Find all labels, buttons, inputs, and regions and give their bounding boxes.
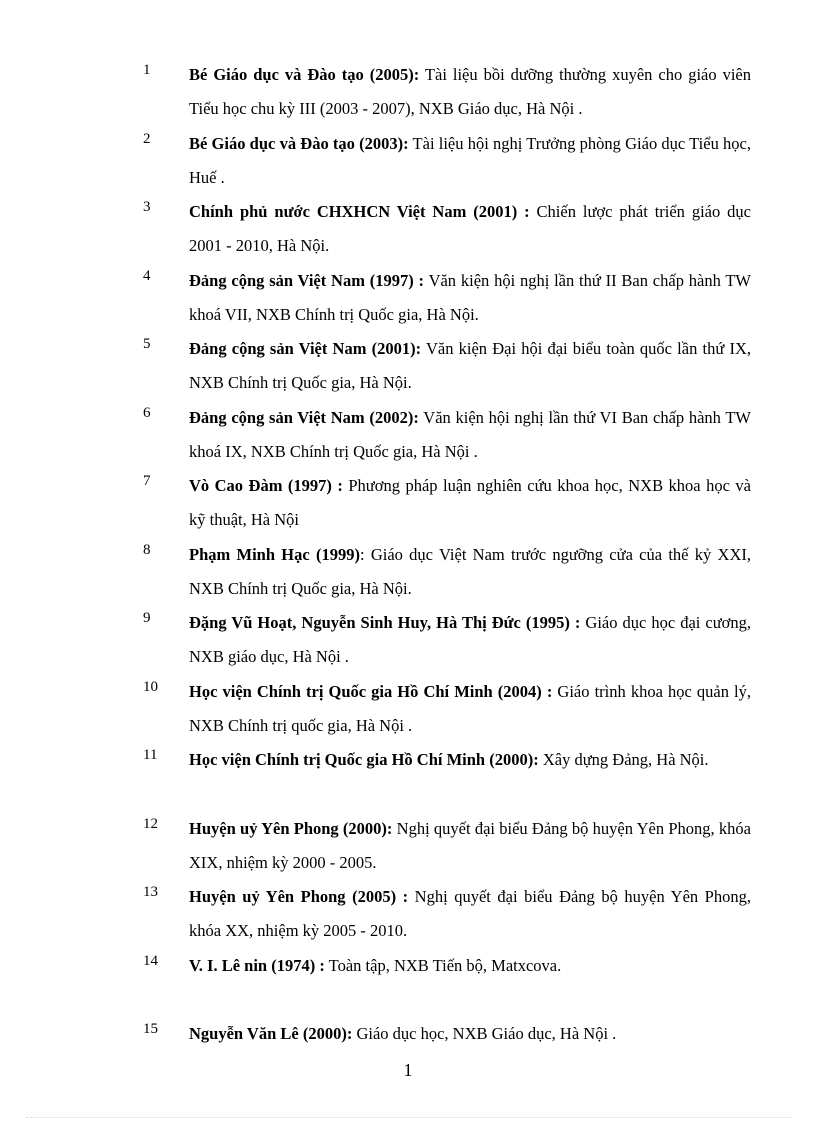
- reference-title: Văn kiện Đại hội đại biểu toàn quốc lần thứ IX, NXB Chính trị Quốc gia, Hà Nội.: [189, 339, 751, 392]
- reference-item: [0, 812, 816, 881]
- reference-item: [0, 880, 816, 949]
- reference-title: Toàn tập, NXB Tiến bộ, Matxcova.: [324, 955, 562, 975]
- reference-item: [0, 743, 816, 812]
- reference-author: Phạm Minh Hạc (1999): [189, 544, 360, 564]
- reference-item: [0, 469, 816, 538]
- reference-text: [189, 401, 751, 469]
- reference-item: [0, 264, 816, 333]
- reference-title: Văn kiện hội nghị lần thứ II Ban chấp hành TW khoá VII, NXB Chính trị Quốc gia, Hà Nội.: [189, 270, 751, 324]
- reference-number: 14: [143, 952, 158, 969]
- reference-title: Giáo dục học, NXB Giáo dục, Hà Nội .: [352, 1024, 617, 1043]
- reference-author: V. I. Lê nin (1974) :: [189, 955, 325, 975]
- reference-author: Đặng Vũ Hoạt, Nguyễn Sinh Huy, Hà Thị Đức (1995) :: [189, 613, 581, 632]
- reference-text: [189, 880, 751, 948]
- reference-list: [0, 58, 816, 1086]
- reference-item: [0, 58, 816, 127]
- reference-title: Tài liệu hội nghị Trưởng phòng Giáo dục Tiểu học, Huế .: [189, 133, 751, 187]
- reference-item: [0, 127, 816, 196]
- reference-title: Nghị quyết đại biểu Đảng bộ huyện Yên Phong, khóa XIX, nhiệm kỳ 2000 - 2005.: [189, 818, 751, 872]
- reference-title: Phương pháp luận nghiên cứu khoa học, NXB khoa học và kỹ thuật, Hà Nội: [189, 476, 751, 529]
- reference-item: [0, 949, 816, 1018]
- reference-text: [189, 469, 751, 537]
- reference-title: Chiến lược phát triển giáo dục 2001 - 2010, Hà Nội.: [189, 202, 751, 255]
- reference-number: 3: [143, 199, 151, 215]
- reference-number: 11: [143, 747, 158, 763]
- reference-title: Giáo trình khoa học quản lý, NXB Chính trị quốc gia, Hà Nội .: [189, 681, 751, 735]
- reference-title: Xây dựng Đảng, Hà Nội.: [538, 750, 709, 769]
- reference-text: [189, 1017, 751, 1051]
- reference-text: [189, 949, 751, 983]
- reference-text: [189, 743, 751, 777]
- reference-title: Giáo dục học đại cương, NXB giáo dục, Hà Nội .: [189, 613, 752, 666]
- reference-author: Nguyễn Văn Lê (2000):: [189, 1024, 353, 1043]
- reference-item: [0, 401, 816, 470]
- reference-item: [0, 606, 816, 675]
- reference-author: Huyện uỷ Yên Phong (2000):: [189, 818, 393, 838]
- reference-text: [189, 538, 751, 606]
- reference-title: : Giáo dục Việt Nam trước ngưỡng cửa của thế kỷ XXI, NXB Chính trị Quốc gia, Hà Nội.: [189, 544, 751, 598]
- reference-number: 10: [143, 678, 158, 695]
- reference-number: 4: [143, 267, 151, 284]
- reference-item: [0, 332, 816, 401]
- reference-number: 8: [143, 541, 151, 558]
- reference-title: Tài liệu bồi dưỡng thường xuyên cho giáo viên Tiểu học chu kỳ III (2003 - 2007), NXB Giáo dục, Hà Nội .: [189, 65, 751, 118]
- reference-text: [189, 675, 751, 743]
- reference-author: Vò Cao Đàm (1997) :: [189, 476, 343, 495]
- reference-author: Bé Giáo dục và Đào tạo (2005):: [189, 65, 420, 84]
- reference-text: [189, 332, 751, 400]
- reference-author: Huyện uỷ Yên Phong (2005) :: [189, 887, 409, 906]
- reference-text: [189, 58, 751, 126]
- reference-text: [189, 127, 751, 195]
- reference-author: Đảng cộng sản Việt Nam (2001):: [189, 339, 422, 358]
- reference-text: [189, 606, 751, 674]
- reference-item: [0, 195, 816, 264]
- reference-title: Nghị quyết đại biểu Đảng bộ huyện Yên Phong, khóa XX, nhiệm kỳ 2005 - 2010.: [189, 887, 751, 940]
- reference-author: Học viện Chính trị Quốc gia Hồ Chí Minh (2000):: [189, 750, 539, 769]
- reference-author: Chính phủ nước CHXHCN Việt Nam (2001) :: [189, 202, 530, 221]
- page-number: 1: [403, 1060, 413, 1080]
- reference-number: 1: [143, 62, 151, 78]
- reference-item: [0, 675, 816, 744]
- reference-text: [189, 264, 751, 332]
- reference-text: [189, 812, 751, 880]
- reference-number: 2: [143, 130, 151, 147]
- reference-author: Bé Giáo dục và Đào tạo (2003):: [189, 133, 409, 153]
- reference-number: 12: [143, 815, 158, 832]
- reference-text: [189, 195, 751, 263]
- reference-number: 9: [143, 610, 151, 626]
- reference-author: Đảng cộng sản Việt Nam (2002):: [189, 407, 419, 427]
- reference-title: Văn kiện hội nghị lần thứ VI Ban chấp hành TW khoá IX, NXB Chính trị Quốc gia, Hà Nội .: [189, 407, 752, 461]
- reference-number: 6: [143, 404, 151, 421]
- reference-number: 15: [143, 1021, 158, 1037]
- reference-author: Học viện Chính trị Quốc gia Hồ Chí Minh (2004) :: [189, 681, 553, 701]
- reference-item: [0, 538, 816, 607]
- reference-author: Đảng cộng sản Việt Nam (1997) :: [189, 270, 425, 290]
- page-bottom-divider: [26, 1117, 792, 1118]
- reference-number: 13: [143, 884, 158, 900]
- reference-number: 7: [143, 473, 151, 489]
- reference-number: 5: [143, 336, 151, 352]
